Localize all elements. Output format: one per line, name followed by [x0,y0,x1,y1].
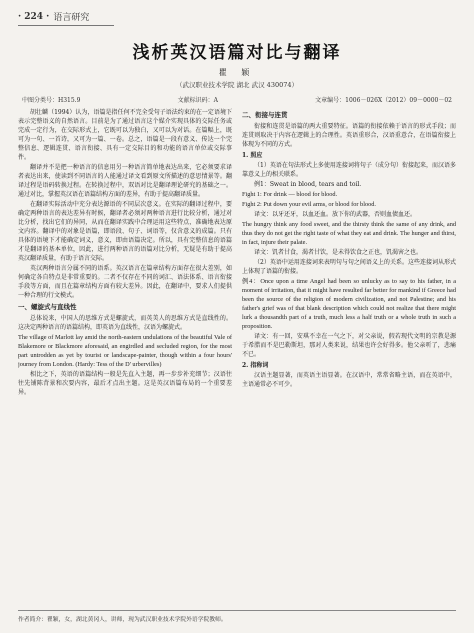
paragraph: 汉语主题显著，而英语主语显著。在汉语中，常常省略主语，而在英语中，主语通常必不可少。 [242,372,456,388]
paragraph: 翻译并不是把一种语言的信息用另一种语言简单地表达出来，它必须要求译者表达出来，使读到不同语言的人能通过译文看到原文所描述的意思情景等。翻译过程是语码转换过程。在转换过程中，双语对比是翻译理论研究的基础之一。通过对比，掌握英汉语在语篇结构方面的差异，有助于提高翻译质量。 [18,164,232,198]
english-example: Fight 2: Put down your evil arms, or blood for blood. [242,201,376,208]
paragraph: 衔接和连贯是语篇的两大重要特征。语篇的衔接依赖于语言的形式手段；而连贯则取决于内容在逻辑上的合理性。英语重形合，汉语重意合，在语篇衔接上体现为不同的方式。 [242,123,456,148]
paragraph: 译文：有一回，安琪不幸在一气之下，对父亲说，假若现代文明的宗教是源于希腊而不是巴勒斯坦，那对人类来说，结果也许会好得多。他父亲听了，悲痛不已。 [242,333,456,358]
section-heading: 一、螺旋式与直线性 [18,303,77,311]
right-column [242,108,456,398]
english-example: The village of Marlott lay amid the north-eastern undulations of the beautiful Vale of Blakemore or Blackmore aforesaid, an engirdled and secluded region, for the most part untrodden as yet by tourist or landscape-painter, though within a four hours' journey from London. (Hardy: Tess of the D' urbervilles) [18,334,232,368]
subsection-heading: 1. 照应 [242,152,263,159]
section-heading: 二、衔接与连贯 [242,111,288,119]
document-code: 文献标识码：A [177,97,218,104]
article-title: 浅析英汉语篇对比与翻译 [132,43,342,63]
paragraph: 总体说来，中国人的思维方式是螺旋式，而英美人的思维方式是直线性的。这决定两种语言的语篇结构，即英语为直线性，汉语为螺旋式。 [18,315,232,331]
page-number: · 224 · [18,11,50,22]
article-meta [18,95,456,104]
left-column [18,108,232,398]
paragraph: 例1：Sweat in blood, tears and toil. [254,181,362,188]
paragraph: 相比之下，英语的语篇结构一般是先直入主题，再一步步补充细节；汉语往往先铺陈背景和次要内容，最后才点出主题。这是英汉语篇布局的一个重要差异。 [18,371,232,396]
journal-name: 语言研究 [53,13,90,23]
english-example: The hungry think any food sweet, and the thirsty think the same of any drink, and thus they do not get the right taste of what they eat and drink. The hunger and thirst, in fact, injure their palate. [242,221,456,246]
paragraph: 英汉两种语言分属不同的语系。英汉语言在篇章结构方面存在很大差别，如何确定各自特点是非常重要的。二者不仅存在不同的词汇、语法体系、语言衔接手段等方面，而且在篇章结构方面有较大差异。因此，在翻译中，要求人们提供一种合理的行文模式。 [18,265,232,299]
paragraph: 译文：饥者甘食，渴者甘饮，是未得饮食之正也，饥渴害之也。 [254,249,423,256]
paragraph: 胡壮麟（1994）认为，语篇是指任何不完全受句子语法约束的在一定语境下表示完整语义的自然语言。目前是为了通过语言这个媒介实现具体的交际任务或完成一定行为，在交际形式上，它既可以为独白，又可以为对话。在篇幅上，既可为一句、一首诗，又可为一篇、一卷。总之，语篇是一段有意义、传达一个完整信息、逻辑连贯、语言衔接、具有一定交际目的和功能的语言单位或交际事件。 [18,109,232,161]
author-affiliation: （武汉职业技术学院 湖北 武汉 430074） [175,81,298,89]
paragraph: （2）英语中运用连接词来表明句与句之间语义上的关系。这些连接词从形式上体现了语篇的衔接。 [242,259,456,275]
paragraph: 译文：以牙还牙，以血还血。放下你的武器，否则血债血还。 [254,211,417,218]
english-example: 例4：Once upon a time Angel had been so unlucky as to say to his father, in a moment of irritation, that it might have resulted far better for mankind if Greece had been the source of the religion of modern civilization, and not Palestine; and his father's grief was of that blank description which could not realize that there might lurk a thousandth part of a truth, much less a half truth or a whole truth in such a proposition. [242,278,456,330]
paragraph: （1）英语在句法形式上多使用连接词将句子（成分句）衔接起来，而汉语多靠意义上的相关联系。 [242,162,456,178]
author-bio-footnote: 作者简介：瞿颖，女，湖北黄冈人，讲师，现为武汉职业技术学院外语学院教师。 [18,610,456,623]
running-header [18,10,114,26]
clc-number: 中图分类号：H315.9 [22,97,81,104]
english-example: Fight 1: For drink — blood for blood. [242,191,338,198]
article-number: 文章编号：1006－026X（2012）09－0000－02 [315,97,452,104]
paragraph: 在翻译实际活动中充分表达源语的不同层次意义。在实际的翻译过程中，要确定两种语言的表达差异有时候，翻译者必须对两种语言进行比较分析，通过对比分析，找出它们的异同，从而在翻译实践中合理运用这些特点，准确地表达原文内容。翻译中的对象是语篇，即语段、句子、词语等，仅含意义的成篇。只有具体的语境下才能确定词义，意义，即由语篇决定。所以，具有完整信息的语篇才是翻译的基本单位，因此，进行两种语言的语篇对比分析，无疑是有助于提高英汉翻译质量，有助于语言交际。 [18,201,232,262]
subsection-heading: 2. 指称词 [242,362,269,369]
author-name: 瞿 颖 [218,68,256,77]
body-columns [18,108,456,398]
